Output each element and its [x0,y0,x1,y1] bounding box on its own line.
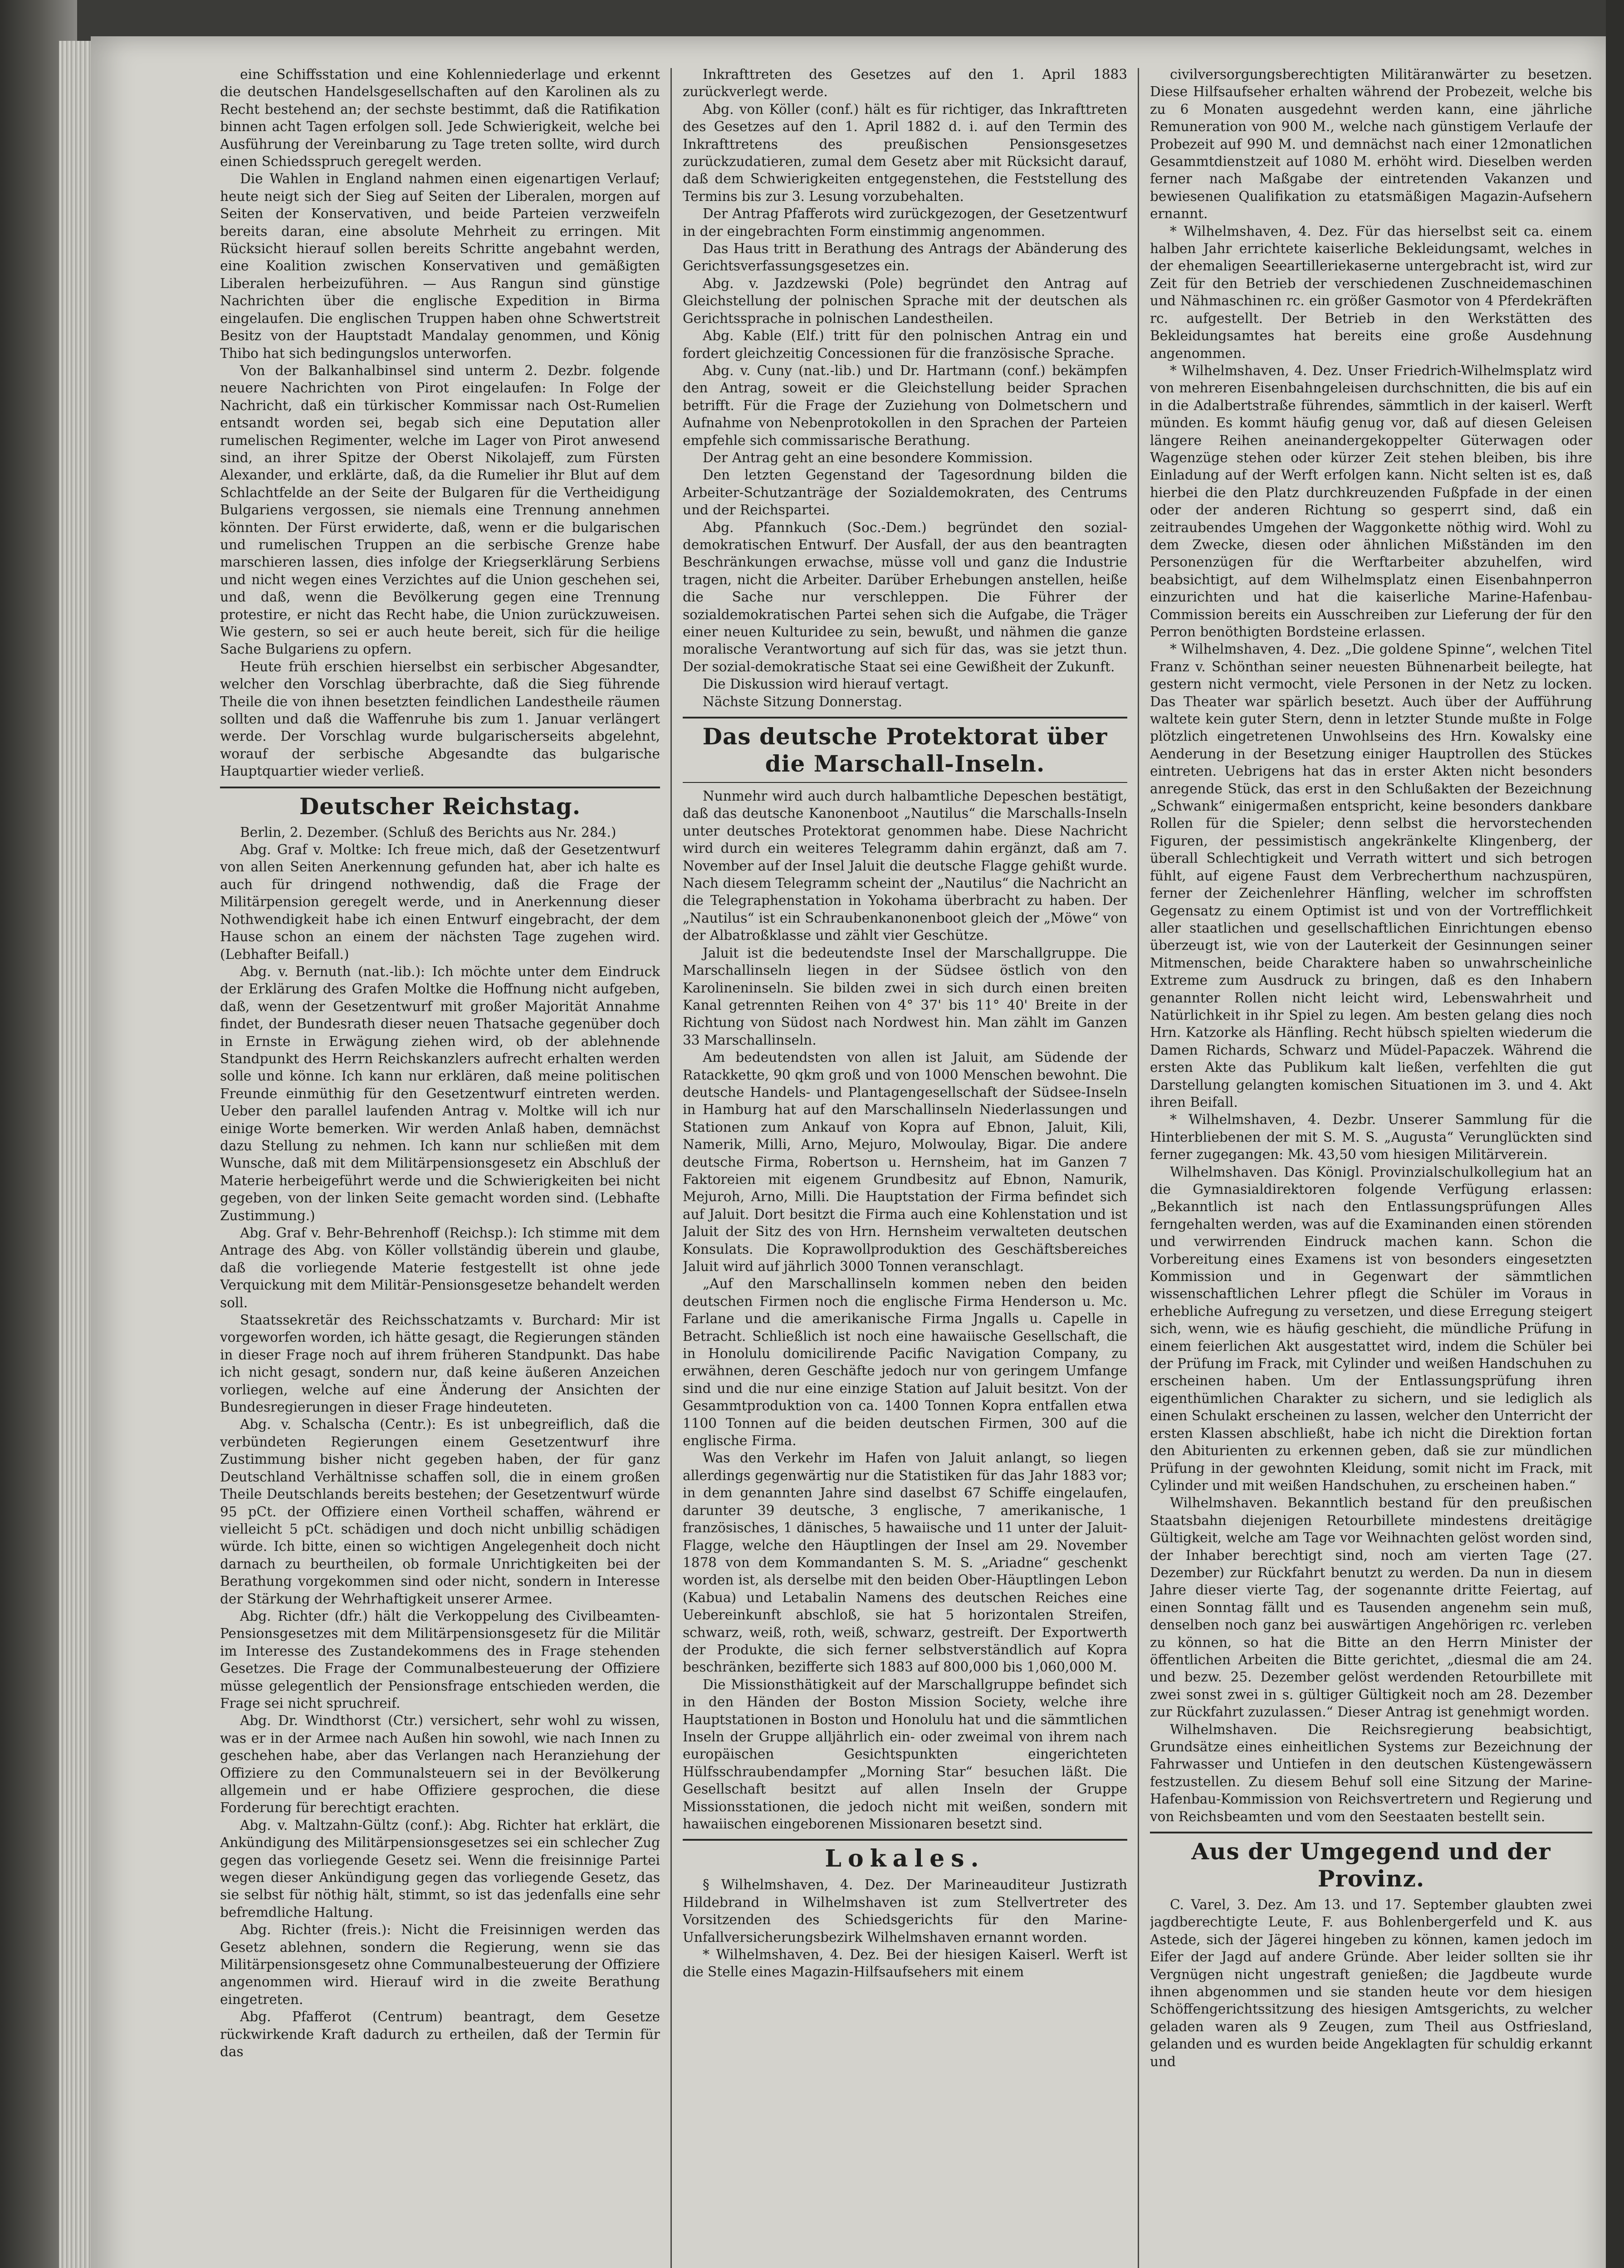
section-heading-reichstag: Deutscher Reichstag. [299,792,581,820]
paragraph: Der Antrag geht an eine besondere Kommission. [703,450,1033,465]
paragraph: § Wilhelmshaven, 4. Dez. Der Marineauditeur Justizrath Hildebrand in Wilhelmshaven ist zum Stellvertreter des Vorsitzenden des Schiedsgerichts für den Marine-Unfallversicherungsbezirk Wilhelmshaven ernannt worden. [683,1877,1127,1945]
paragraph: Abg. v. Cuny (nat.-lib.) und Dr. Hartmann (conf.) bekämpfen den Antrag, soweit er die Gleichstellung beider Sprachen betrifft. Für die Frage der Zuziehung von Dolmetschern und Aufnahme von Nebenprotokollen in den Sprachen der Parteien empfehle sich commissarische Berathung. [683,362,1127,448]
column-3 [1150,66,1592,2268]
paragraph: * Wilhelmshaven, 4. Dez. Bei der hiesigen Kaiserl. Werft ist die Stelle eines Magazin-Hilfsaufsehers mit einem [683,1947,1127,1980]
paragraph: Abg. von Köller (conf.) hält es für richtiger, das Inkrafttreten des Gesetzes auf den 1. April 1882 d. i. auf den Termin des Inkrafttretens des preußischen Pensionsgesetzes zurückzudatieren, zumal dem Gesetz aber mit Rücksicht darauf, daß dem Schwierigkeiten entgegenstehen, die Feststellung des Termins bis zur 3. Lesung vorzubehalten. [683,101,1127,204]
paragraph: Was den Verkehr im Hafen von Jaluit anlangt, so liegen allerdings gegenwärtig nur die Statistiken für das Jahr 1883 vor; in dem genannten Jahre sind daselbst 67 Schiffe eingelaufen, darunter 39 deutsche, 3 englische, 7 amerikanische, 1 französisches, 1 dänisches, 5 hawaiische und 11 unter der Jaluit-Flagge, welche den Häuptlingen der Insel am 29. November 1878 von dem Kommandanten S. M. S. „Ariadne“ geschenkt worden ist, als derselbe mit den beiden Ober-Häuptlingen Lebon (Kabua) und Letabalin Namens des deutschen Reiches eine Uebereinkunft abschloß, sie hat 5 horizontalen Streifen, schwarz, weiß, roth, weiß, schwarz, gestreift. Der Exportwerth der Produkte, die sich ferner selbstverständlich auf Kopra beschränken, bezifferte sich 1883 auf 800,000 bis 1,060,000 M. [683,1450,1127,1675]
paragraph: Wilhelmshaven. Das Königl. Provinzialschulkollegium hat an die Gymnasialdirektoren folgende Verfügung erlassen: „Bekanntlich ist nach den Entlassungsprüfungen Alles ferngehalten werden, was auf die Examinanden einen störenden und verwirrenden Eindruck machen kann. Schon die Vorbereitung eines Examens ist von besonders eingesetzten Kommission und in Gegenwart der sämmtlichen wissenschaftlichen Lehrer pflegt die Schüler im Voraus in erhebliche Aufregung zu versetzen, und diese Erregung steigert sich, wenn, wie es häufig geschieht, die mündliche Prüfung in einem feierlichen Akt ausgestattet wird, indem die Schüler bei der Prüfung im Frack, mit Cylinder und weißen Handschuhen zu erscheinen haben. Um der Entlassungsprüfung ihren eigenthümlichen Charakter zu sichern, und sie lediglich als einen Schulakt erscheinen zu lassen, welcher den Unterricht der ersten Klassen abschließt, habe ich nicht die Direktion fortan den Abiturienten zu erkennen geben, daß sie zur mündlichen Prüfung in der gewohnten Kleidung, somit nicht im Frack, mit Cylinder und mit weißen Handschuhen, zu erscheinen haben.“ [1150,1164,1592,1493]
paragraph: Abg. v. Maltzahn-Gültz (conf.): Abg. Richter hat erklärt, die Ankündigung des Militärpensionsgesetzes sei ein schlecher Zug gegen das vorliegende Gesetz sei. Wenn die freisinnige Partei wegen dieser Ankündigung gegen das vorliegende Gesetz, das sie selbst für nöthig hält, stimmt, so ist das jedenfalls eine sehr befremdliche Haltung. [220,1817,660,1920]
column-2 [683,66,1127,2268]
paragraph: * Wilhelmshaven, 4. Dezbr. Unserer Sammlung für die Hinterbliebenen der mit S. M. S. „Augusta“ Verunglückten sind ferner zugegangen: Mk. 43,50 vom hiesigen Militärverein. [1150,1112,1592,1163]
paragraph: Den letzten Gegenstand der Tagesordnung bilden die Arbeiter-Schutzanträge der Sozialdemokraten, des Centrums und der Reichspartei. [683,467,1127,518]
column-divider-2 [1138,68,1139,2268]
column-1 [220,66,660,2268]
paragraph: * Wilhelmshaven, 4. Dez. „Die goldene Spinne“, welchen Titel Franz v. Schönthan seiner neuesten Bühnenarbeit beilegte, hat gestern nicht vermocht, viele Personen in der Netz zu locken. Das Theater war spärlich besetzt. Auch über der Aufführung waltete kein guter Stern, denn in letzter Stunde mußte in Folge plötzlich eingetretenen Unwohlseins des Hrn. Kowalsky eine Aenderung in der Besetzung einiger Hauptrollen des Stückes eintreten. Uebrigens hat das in erster Akten nicht besonders anregende Stück, das erst in den Schlußakten der Bezeichnung „Schwank“ einigermaßen entspricht, keine besonders dankbare Rollen für die Spieler; denn selbst die hervorstechenden Figuren, der pessimistisch angekränkelte Klingenberg, der überall Schlechtigkeit und Verrath wittert und sich betrogen fühlt, auf eigene Faust dem Verbrecherthum nachzuspüren, ferner der Zeichenlehrer Hänfling, welcher im schroffsten Gegensatz zu einem Optimist ist und von der Vortrefflichkeit aller staatlichen und gesellschaftlichen Einrichtungen ebenso überzeugt ist, wie von der Lauterkeit der Gesinnungen seiner Mitmenschen, beide Charaktere haben so unwahrscheinliche Extreme zum Ausdruck zu bringen, daß es den Inhabern genannter Rollen nicht leicht wird, Lebenswahrheit und Natürlichkeit in ihr Spiel zu legen. Am besten gelang dies noch Hrn. Katzorke als Hänfling. Recht hübsch spielten wiederum die Damen Richards, Schwarz und Müdel-Papaczek. Während die ersten Akte das Publikum kalt ließen, verfehlten die gut Darstellung gelangten komischen Situationen im 3. und 4. Akt ihren Beifall. [1150,641,1592,1110]
paragraph: Abg. Pfannkuch (Soc.-Dem.) begründet den sozial-demokratischen Entwurf. Der Ausfall, der aus den beantragten Beschränkungen erwachse, müsse voll und ganz die Industrie tragen, nicht die Arbeiter. Darüber Erhebungen anstellen, heiße die Sache nur verschleppen. Die Führer der sozialdemokratischen Partei sehen sich die Aufgabe, die Träger einer neuen Kulturidee zu sein, bewußt, und nähmen die ganze moralische Verantwortung auf sich für das, was sie jetzt thun. Der sozial-demokratische Staat sei eine Gewißheit der Zukunft. [683,519,1127,675]
right-border [1606,0,1624,2268]
section-rule [1150,1832,1592,1833]
paragraph: Die Missionsthätigkeit auf der Marschallgruppe befindet sich in den Händen der Boston Mission Society, welche ihre Hauptstationen in Boston und Honolulu hat und die sämmtlichen Inseln der Gruppe alljährlich ein- oder zweimal von ihrem nach europäischen Gesichtspunkten eingerichteten Hülfsschraubendampfer „Morning Star“ besuchen läßt. Die Gesellschaft besitzt auf allen Inseln der Gruppe Missionsstationen, die jedoch nicht mit weißen, sondern mit hawaiischen eingeborenen Missionaren besetzt sind. [683,1677,1127,1832]
section-heading-lokales: Lokales. [825,1845,985,1873]
paragraph: Abg. v. Schalscha (Centr.): Es ist unbegreiflich, daß die verbündeten Regierungen einem Gesetzentwurf ihre Zustimmung bisher nicht gegeben haben, der für ganz Deutschland Verhältnisse schaffen soll, die in einem großen Theile Deutschlands bereits bestehen; der Gesetzentwurf würde 95 pCt. der Offiziere einen Vortheil schaffen, während er vielleicht 5 pCt. schädigen und doch nicht unbillig schädigen würde. Ich bitte, einen so wichtigen Angelegenheit doch nicht darnach zu beurtheilen, ob formale Unrichtigkeiten bei der Berathung vorgekommen sind oder nicht, sondern in Interesse der Stärkung der Wehrhaftigkeit unserer Armee. [220,1417,660,1607]
paragraph: Nunmehr wird auch durch halbamtliche Depeschen bestätigt, daß das deutsche Kanonenboot „Nautilus“ die Marschalls-Inseln unter deutsches Protektorat genommen habe. Diese Nachricht wird durch ein weiteres Telegramm dahin ergänzt, daß am 7. November auf der Insel Jaluit die deutsche Flagge gehißt wurde. Nach diesem Telegramm scheint der „Nautilus“ die Nachricht an die Telegraphenstation in Yokohama überbracht zu haben. Der „Nautilus“ ist ein Schraubenkanonenboot gleich der „Möwe“ von der Albatroßklasse und zählt vier Geschütze. [683,788,1127,943]
paragraph: Abg. Pfafferot (Centrum) beantragt, dem Gesetze rückwirkende Kraft dadurch zu ertheilen, daß der Termin für das [220,2009,660,2060]
paragraph: Abg. Kable (Elf.) tritt für den polnischen Antrag ein und fordert gleichzeitig Concessionen für die französische Sprache. [683,328,1127,361]
paragraph: Abg. v. Bernuth (nat.-lib.): Ich möchte unter dem Eindruck der Erklärung des Grafen Moltke die Hoffnung nicht aufgeben, daß, wenn der Gesetzentwurf mit großer Majorität Annahme findet, der Bundesrath dieser neuen Thatsache gegenüber doch in Ernste in Erwägung ziehen wird, ob der ablehnende Standpunkt des Herrn Reichskanzlers aufrecht erhalten werden solle und könne. Ich kann nur erklären, daß meine politischen Freunde einmüthig für den Gesetzentwurf eintreten werden. Ueber den parallel laufenden Antrag v. Moltke will ich nur einige Worte bemerken. Wir werden Anlaß haben, demnächst dazu Stellung zu nehmen. Ich kann nur schließen mit dem Wunsche, daß mit dem Militärpensionsgesetz ein Abschluß der Materie herbeigeführt werde und die Schwierigkeiten bei nicht gegeben, von der linken Seite gemacht worden sind. (Lebhafte Zustimmung.) [220,963,660,1223]
paragraph: Abg. Dr. Windthorst (Ctr.) versichert, sehr wohl zu wissen, was er in der Armee nach Außen hin sowohl, wie nach Innen zu geschehen habe, aber das Verlangen nach Heranziehung der Offiziere zu den Communalsteuern sei in der Bevölkerung allgemein und er habe Offiziere gesprochen, die diese Forderung für berechtigt erachten. [220,1713,660,1816]
paragraph: * Wilhelmshaven, 4. Dez. Unser Friedrich-Wilhelmsplatz wird von mehreren Eisenbahngeleisen durchschnitten, die bis auf ein in die Adalbertstraße führendes, sämmtlich in der kaiserl. Werft münden. Es kommt häufig genug vor, daß auf diesen Geleisen längere Reihen aneinandergekoppelter Güterwagen oder Wagenzüge stehen oder kürzer Zeit stehen bleiben, bis ihre Einladung auf der Werft erfolgen kann. Nicht selten ist es, daß hierbei die den Platz durchkreuzenden Fußpfade in der einen oder der anderen Richtung so gesperrt sind, daß ein zeitraubendes Umgehen der Waggonkette nöthig wird. Wohl zu dem Zwecke, diesen oder ähnlichen Mißständen im den Personenzügen für die Werftarbeiter abzuhelfen, wird beabsichtigt, auf dem Wilhelmsplatz einen Eisenbahnperron einzurichten und hat die kaiserliche Marine-Hafenbau-Commission bereits ein Ausschreiben zur Lieferung der für den Perron benöthigten Bordsteine erlassen. [1150,362,1592,640]
paragraph: * Wilhelmshaven, 4. Dez. Für das hierselbst seit ca. einem halben Jahr errichtete kaiserliche Bekleidungsamt, welches in der ehemaligen Seeartilleriekaserne untergebracht ist, wird zur Zeit für den Betrieb der verschiedenen Zuschneidemaschinen und Nähmaschinen rc. ein größer Gasmotor von 4 Pferdekräften rc. aufgestellt. Der Betrieb in den Werkstätten des Bekleidungsamtes hat bereits eine große Ausdehnung angenommen. [1150,223,1592,361]
paragraph: Heute früh erschien hierselbst ein serbischer Abgesandter, welcher den Vorschlag überbrachte, daß die Sieg führende Theile die von ihnen besetzten feindlichen Landestheile räumen sollten und daß die Waffenruhe bis zum 1. Januar verlängert werde. Der Vorschlag wurde bulgarischerseits abgelehnt, worauf der serbische Abgesandte das bulgarische Hauptquartier wieder verließ. [220,659,660,779]
paragraph: C. Varel, 3. Dez. Am 13. und 17. September glaubten zwei jagdberechtigte Leute, F. aus Bohlenbergerfeld und K. aus Astede, sich der Jägerei hingeben zu können, kamen jedoch im Eifer der Jagd auf andere Gründe. Aber leider sollten sie ihr Vergnügen nicht ungestraft genießen; die Jagdbeute wurde ihnen abgenommen und sie standen heute vor dem hiesigen Schöffengerichtssitzung des hiesigen Amtsgerichts, zu welcher geladen waren als 9 Zeugen, zum Theil aus Ostfriesland, gelanden und es wurden beide Angeklagten für schuldig erkannt und [1150,1897,1592,2069]
paragraph: Die Wahlen in England nahmen einen eigenartigen Verlauf; heute neigt sich der Sieg auf Seiten der Liberalen, morgen auf Seiten der Konservativen, und beide Parteien verzweifeln bereits daran, eine absolute Mehrheit zu erringen. Mit Rücksicht hierauf sollen bereits Schritte angebahnt werden, eine Koalition zwischen Konservativen und gemäßigten Liberalen herbeizuführen. — Aus Rangun sind günstige Nachrichten über die englische Expedition in Birma eingelaufen. Die englischen Truppen haben ohne Schwertstreit Besitz von der Hauptstadt Mandalay genommen, und König Thibo hat sich bedingungslos unterworfen. [220,171,660,361]
paragraph: Abg. v. Jazdzewski (Pole) begründet den Antrag auf Gleichstellung der polnischen Sprache mit der deutschen als Gerichtssprache in polnischen Landestheilen. [683,275,1127,326]
section-heading-protektorat: Das deutsche Protektorat über die Marschall-Inseln. [702,723,1108,777]
paragraph: Staatssekretär des Reichsschatzamts v. Burchard: Mir ist vorgeworfen worden, ich hätte gesagt, die Regierungen ständen in dieser Frage noch auf ihrem früheren Standpunkt. Das habe ich nicht gesagt, sondern nur, daß keine äußeren Anzeichen vorliegen, welche auf eine Änderung der Ansichten der Bundesregierungen in dieser Frage hindeuteten. [220,1312,660,1415]
paragraph: Abg. Richter (dfr.) hält die Verkoppelung des Civilbeamten-Pensionsgesetzes mit dem Militärpensionsgesetz für die Militär im Interesse des Zustandekommens des in Frage stehenden Gesetzes. Die Frage der Communalbesteuerung der Offiziere müsse gelegentlich der Pensionsfrage entschieden werden, die Frage sei nicht spruchreif. [220,1608,660,1711]
paragraph: „Auf den Marschallinseln kommen neben den beiden deutschen Firmen noch die englische Firma Henderson u. Mc. Farlane und die amerikanische Firma Jngalls u. Capelle in Betracht. Schließlich ist noch eine hawaiische Gesellschaft, die in Honolulu domicilirende Pacific Navigation Company, zu erwähnen, deren Geschäfte jedoch nur von geringem Umfange sind und die nur eine einzige Station auf Jaluit besitzt. Von der Gesammtproduktion von ca. 1400 Tonnen Kopra entfallen etwa 1100 Tonnen auf die beiden deutschen Firmen, 300 auf die englische Firma. [683,1276,1127,1449]
paragraph: Wilhelmshaven. Die Reichsregierung beabsichtigt, Grundsätze eines einheitlichen Systems zur Bezeichnung der Fahrwasser und Untiefen in den deutschen Küstengewässern festzustellen. Zu diesem Behuf soll eine Sitzung der Marine-Hafenbau-Kommission von Reichsvertretern und Regierung und von Reichsbeamten und vom den Seestaaten bestellt sein. [1150,1721,1592,1824]
paragraph: Abg. Graf v. Behr-Behrenhoff (Reichsp.): Ich stimme mit dem Antrage des Abg. von Köller vollständig überein und glaube, daß die vorliegende Materie festgestellt ist ohne jede Verquickung mit dem Militär-Pensionsgesetze behandelt werden soll. [220,1225,660,1310]
paragraph: Abg. Graf v. Moltke: Ich freue mich, daß der Gesetzentwurf von allen Seiten Anerkennung gefunden hat, aber ich halte es auch für dringend nothwendig, daß die Frage der Militärpension geregelt werde, und in Anerkennung dieser Nothwendigkeit habe ich einen Entwurf eingebracht, der dem Hause schon an einem der nächsten Tage zugehen wird. (Lebhafter Beifall.) [220,842,660,962]
paragraph: Inkrafttreten des Gesetzes auf den 1. April 1883 zurückverlegt werde. [683,67,1127,100]
section-rule [683,717,1127,719]
section-heading-umgegend: Aus der Umgegend und der Provinz. [1191,1838,1551,1892]
paragraph: Von der Balkanhalbinsel sind unterm 2. Dezbr. folgende neuere Nachrichten von Pirot eingelaufen: In Folge der Nachricht, daß ein türkischer Kommissar nach Ost-Rumelien entsandt worden sei, begab sich eine Deputation aller rumelischen Regimenter, welche im Lager von Pirot anwesend sind, an ihrer Spitze der Oberst Nikolajeff, zum Fürsten Alexander, und erklärte, daß, da die Rumelier ihr Blut auf dem Schlachtfelde an der Seite der Bulgaren für die Vertheidigung Bulgariens vergossen, sie niemals eine Trennung annehmen könnten. Der Fürst erwiderte, daß, wenn er die bulgarischen und rumelischen Truppen an die serbische Grenze habe marschieren lassen, dies infolge der Kriegserklärung Serbiens und nicht wegen eines Verzichtes auf die Union geschehen sei, und daß, wenn die Bevölkerung gegen eine Trennung protestire, er nicht das Recht habe, die Union zurückzuweisen. Wie gestern, so sei er auch heute bereit, sich für die heilige Sache Bulgariens zu opfern. [220,362,660,657]
paragraph: Nächste Sitzung Donnerstag. [703,694,902,709]
paragraph: Am bedeutendsten von allen ist Jaluit, am Südende der Ratackkette, 90 qkm groß und von 1000 Menschen bewohnt. Die deutsche Handels- und Plantagengesellschaft der Südsee-Inseln in Hamburg hat auf den Marschallinseln Niederlassungen und Stationen zum Ankauf von Kopra auf Ebnon, Jaluit, Kili, Namerik, Milli, Arno, Mejuro, Molwoulay, Bigar. Die andere deutsche Firma, Robertson u. Hernsheim, hat im Ganzen 7 Faktoreien mit eigenem Grundbesitz auf Ebnon, Namurik, Mejuroh, Arno, Milli. Die Hauptstation der Firma befindet sich auf Jaluit. Dort besitzt die Firma auch eine Kohlenstation und ist Jaluit der Sitz des von Hrn. Hernsheim verwalteten deutschen Konsulats. Die Koprawollproduktion des Geschäftsbereiches Jaluit wird auf jährlich 3000 Tonnen veranschlagt. [683,1050,1127,1274]
paragraph: Jaluit ist die bedeutendste Insel der Marschallgruppe. Die Marschallinseln liegen in der Südsee östlich von den Karolineninseln. Sie bilden zwei in sich durch einen breiten Kanal getrennten Reihen von 4° 37' bis 11° 40' Breite in der Richtung von Südost nach Nordwest hin. Man zählt im Ganzen 33 Marschallinseln. [683,945,1127,1048]
paragraph: Abg. Richter (freis.): Nicht die Freisinnigen werden das Gesetz ablehnen, sondern die Regierung, wenn sie das Militärpensionsgesetz ohne Communalbesteuerung der Offiziere angenommen wird. Hierauf wird in die zweite Berathung eingetreten. [220,1922,660,2007]
paragraph: Die Diskussion wird hierauf vertagt. [703,676,949,692]
paragraph: Berlin, 2. Dezember. (Schluß des Berichts aus Nr. 284.) [240,824,616,840]
paragraph: Das Haus tritt in Berathung des Antrags der Abänderung des Gerichtsverfassungsgesetzes ein. [683,241,1127,274]
paragraph: Wilhelmshaven. Bekanntlich bestand für den preußischen Staatsbahn diejenigen Retourbillete mindestens dreitägige Gültigkeit, welche am Tage vor Weihnachten gelöst worden sind, der Inhaber berechtigt sind, noch am vierten Tage (27. Dezember) zur Rückfahrt benutzt zu werden. Da nun in diesem Jahre dieser vierte Tag, der sogenannte dritte Feiertag, auf einen Sonntag fällt und es Tausenden angenehm sein muß, denselben noch ganz bei auswärtigen Angehörigen rc. verleben zu können, so hat die Bitte an den Herrn Minister der öffentlichen Arbeiten die Bitte gerichtet, „diesmal die am 24. und bezw. 25. Dezember gelöst werdenden Retourbillete mit zwei sonst zwei in s. gültiger Gültigkeit noch am 28. Dezember zur Rückfahrt zuzulassen.“ Dieser Antrag ist genehmigt worden. [1150,1495,1592,1720]
paragraph: civilversorgungsberechtigten Militäranwärter zu besetzen. Diese Hilfsaufseher erhalten während der Probezeit, welche bis zu 6 Monaten ausgedehnt werden kann, eine jährliche Remuneration von 900 M., welche nach günstigem Verlaufe der Probezeit auf 990 M. und demnächst nach einer 12monatlichen Gesammtdienstzeit auf 1080 M. erhöht wird. Dieselben werden ferner nach Maßgabe der eintretenden Vakanzen und bewiesenen Qualifikation zu etatsmäßigen Magazin-Aufsehern ernannt. [1150,67,1592,222]
section-rule [683,1839,1127,1841]
section-rule [220,787,660,788]
section-rule [683,782,1127,783]
paragraph: Der Antrag Pfafferots wird zurückgezogen, der Gesetzentwurf in der eingebrachten Form einstimmig angenommen. [683,206,1127,239]
column-divider-1 [670,68,672,2268]
paragraph: eine Schiffsstation und eine Kohlenniederlage und erkennt die deutschen Handelsgesellschaften auf den Karolinen als zu Recht bestehend an; der sechste bestimmt, daß die Ratifikation binnen acht Tagen erfolgen soll. Jede Schwierigkeit, welche bei Ausführung der Vereinbarung zu Tage treten sollte, wird durch einen Schiedsspruch geregelt werden. [220,67,660,170]
